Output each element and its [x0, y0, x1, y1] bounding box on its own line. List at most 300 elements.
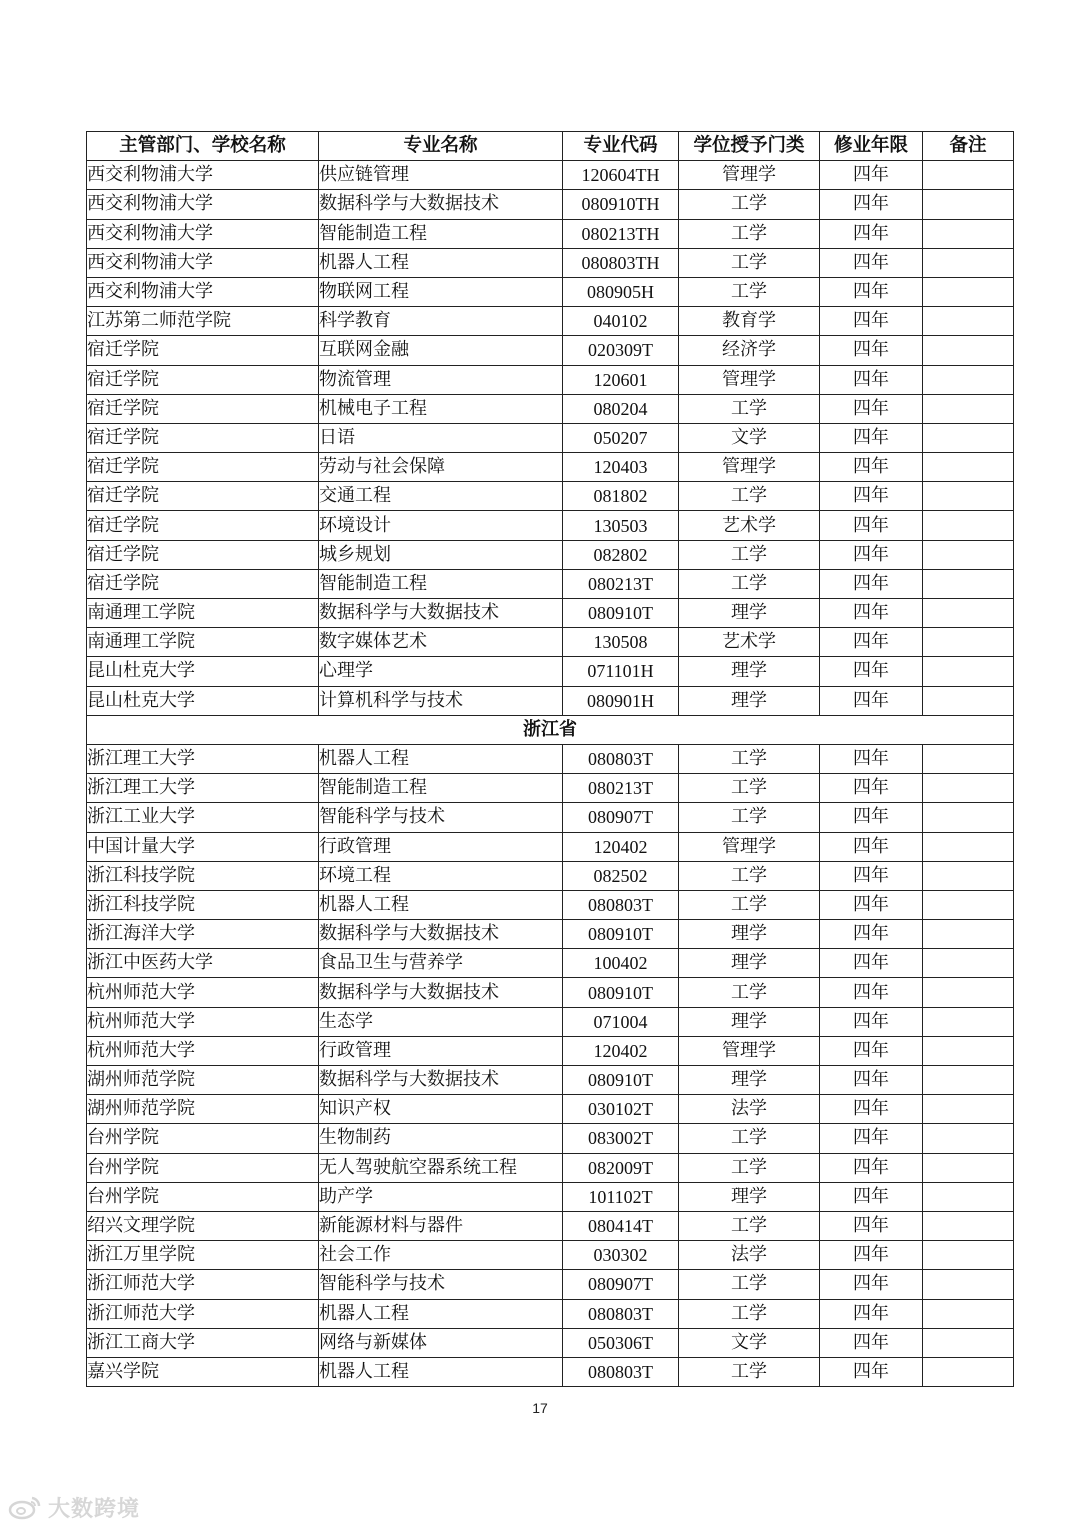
cell-years: 四年 [820, 1066, 923, 1095]
cell-degree: 工学 [679, 394, 820, 423]
cell-major: 食品卫生与营养学 [319, 949, 563, 978]
cell-years: 四年 [820, 511, 923, 540]
cell-school: 浙江科技学院 [87, 861, 319, 890]
cell-note [923, 774, 1014, 803]
cell-major: 日语 [319, 423, 563, 452]
table-body [87, 161, 1014, 1387]
cell-major: 心理学 [319, 657, 563, 686]
table-row [87, 277, 1014, 306]
cell-school: 浙江理工大学 [87, 744, 319, 773]
cell-note [923, 1328, 1014, 1357]
cell-degree: 管理学 [679, 161, 820, 190]
cell-code: 082802 [563, 540, 679, 569]
cell-note [923, 336, 1014, 365]
header-note: 备注 [923, 132, 1014, 161]
cell-degree: 管理学 [679, 365, 820, 394]
cell-code: 130503 [563, 511, 679, 540]
cell-major: 网络与新媒体 [319, 1328, 563, 1357]
cell-code: 120403 [563, 453, 679, 482]
table-row [87, 920, 1014, 949]
cell-years: 四年 [820, 365, 923, 394]
cell-major: 生态学 [319, 1007, 563, 1036]
cell-major: 智能制造工程 [319, 569, 563, 598]
cell-note [923, 1357, 1014, 1386]
cell-note [923, 978, 1014, 1007]
cell-years: 四年 [820, 307, 923, 336]
table-row [87, 482, 1014, 511]
cell-years: 四年 [820, 978, 923, 1007]
cell-code: 080803TH [563, 248, 679, 277]
cell-degree: 工学 [679, 1357, 820, 1386]
cell-major: 劳动与社会保障 [319, 453, 563, 482]
cell-degree: 工学 [679, 277, 820, 306]
cell-school: 浙江工业大学 [87, 803, 319, 832]
cell-major: 机械电子工程 [319, 394, 563, 423]
cell-degree: 工学 [679, 248, 820, 277]
cell-degree: 理学 [679, 686, 820, 715]
cell-school: 浙江师范大学 [87, 1299, 319, 1328]
cell-degree: 管理学 [679, 453, 820, 482]
cell-years: 四年 [820, 657, 923, 686]
cell-years: 四年 [820, 890, 923, 919]
table-row [87, 336, 1014, 365]
cell-major: 数字媒体艺术 [319, 628, 563, 657]
cell-note [923, 307, 1014, 336]
cell-degree: 工学 [679, 219, 820, 248]
cell-code: 080213T [563, 569, 679, 598]
cell-code: 080910T [563, 599, 679, 628]
cell-code: 082502 [563, 861, 679, 890]
table-row [87, 540, 1014, 569]
cell-note [923, 890, 1014, 919]
cell-years: 四年 [820, 190, 923, 219]
cell-degree: 教育学 [679, 307, 820, 336]
table-row [87, 161, 1014, 190]
cell-school: 浙江师范大学 [87, 1270, 319, 1299]
cell-note [923, 1299, 1014, 1328]
cell-school: 西交利物浦大学 [87, 277, 319, 306]
cell-code: 050207 [563, 423, 679, 452]
cell-degree: 文学 [679, 1328, 820, 1357]
cell-code: 120402 [563, 1036, 679, 1065]
cell-major: 助产学 [319, 1182, 563, 1211]
cell-years: 四年 [820, 686, 923, 715]
header-years: 修业年限 [820, 132, 923, 161]
cell-major: 社会工作 [319, 1241, 563, 1270]
cell-code: 040102 [563, 307, 679, 336]
cell-school: 宿迁学院 [87, 511, 319, 540]
cell-major: 行政管理 [319, 832, 563, 861]
cell-degree: 理学 [679, 1007, 820, 1036]
cell-code: 080907T [563, 803, 679, 832]
cell-school: 西交利物浦大学 [87, 190, 319, 219]
table-row [87, 1270, 1014, 1299]
cell-school: 浙江工商大学 [87, 1328, 319, 1357]
cell-degree: 理学 [679, 920, 820, 949]
cell-code: 081802 [563, 482, 679, 511]
cell-school: 浙江万里学院 [87, 1241, 319, 1270]
table-row [87, 307, 1014, 336]
table-row [87, 949, 1014, 978]
cell-major: 环境工程 [319, 861, 563, 890]
table-row [87, 1153, 1014, 1182]
cell-years: 四年 [820, 774, 923, 803]
table-row [87, 423, 1014, 452]
cell-major: 科学教育 [319, 307, 563, 336]
table-row [87, 628, 1014, 657]
cell-note [923, 365, 1014, 394]
cell-major: 数据科学与大数据技术 [319, 920, 563, 949]
cell-code: 030302 [563, 1241, 679, 1270]
cell-years: 四年 [820, 628, 923, 657]
cell-degree: 管理学 [679, 1036, 820, 1065]
cell-years: 四年 [820, 1211, 923, 1240]
cell-major: 环境设计 [319, 511, 563, 540]
table-row [87, 1211, 1014, 1240]
cell-major: 生物制药 [319, 1124, 563, 1153]
cell-years: 四年 [820, 744, 923, 773]
cell-major: 智能科学与技术 [319, 1270, 563, 1299]
cell-major: 数据科学与大数据技术 [319, 190, 563, 219]
cell-degree: 理学 [679, 949, 820, 978]
cell-code: 080803T [563, 744, 679, 773]
table-row [87, 1328, 1014, 1357]
cell-code: 071004 [563, 1007, 679, 1036]
cell-degree: 艺术学 [679, 628, 820, 657]
cell-code: 080910T [563, 1066, 679, 1095]
cell-code: 100402 [563, 949, 679, 978]
cell-degree: 工学 [679, 190, 820, 219]
cell-years: 四年 [820, 949, 923, 978]
cell-degree: 工学 [679, 482, 820, 511]
table-row [87, 1095, 1014, 1124]
cell-note [923, 1241, 1014, 1270]
cell-note [923, 1095, 1014, 1124]
cell-note [923, 1124, 1014, 1153]
cell-degree: 艺术学 [679, 511, 820, 540]
cell-note [923, 920, 1014, 949]
cell-degree: 法学 [679, 1095, 820, 1124]
cell-code: 080803T [563, 890, 679, 919]
cell-code: 080910T [563, 920, 679, 949]
cell-note [923, 1066, 1014, 1095]
cell-years: 四年 [820, 1153, 923, 1182]
cell-code: 080907T [563, 1270, 679, 1299]
cell-major: 物流管理 [319, 365, 563, 394]
cell-major: 机器人工程 [319, 248, 563, 277]
cell-school: 南通理工学院 [87, 599, 319, 628]
cell-years: 四年 [820, 453, 923, 482]
cell-degree: 工学 [679, 861, 820, 890]
table-row [87, 219, 1014, 248]
cell-years: 四年 [820, 1182, 923, 1211]
cell-years: 四年 [820, 336, 923, 365]
cell-major: 机器人工程 [319, 744, 563, 773]
cell-note [923, 219, 1014, 248]
cell-code: 120604TH [563, 161, 679, 190]
cell-degree: 工学 [679, 569, 820, 598]
table-row [87, 861, 1014, 890]
cell-years: 四年 [820, 394, 923, 423]
cell-school: 浙江中医药大学 [87, 949, 319, 978]
cell-note [923, 657, 1014, 686]
table-row [87, 978, 1014, 1007]
cell-note [923, 423, 1014, 452]
section-row [87, 715, 1014, 744]
cell-code: 071101H [563, 657, 679, 686]
cell-note [923, 161, 1014, 190]
cell-code: 080910T [563, 978, 679, 1007]
cell-major: 互联网金融 [319, 336, 563, 365]
cell-major: 数据科学与大数据技术 [319, 978, 563, 1007]
cell-degree: 理学 [679, 599, 820, 628]
cell-school: 宿迁学院 [87, 482, 319, 511]
table-row [87, 394, 1014, 423]
cell-note [923, 599, 1014, 628]
cell-years: 四年 [820, 1095, 923, 1124]
table-row [87, 803, 1014, 832]
cell-degree: 工学 [679, 1299, 820, 1328]
cell-years: 四年 [820, 832, 923, 861]
header-school: 主管部门、学校名称 [87, 132, 319, 161]
cell-code: 082009T [563, 1153, 679, 1182]
cell-note [923, 190, 1014, 219]
header-major: 专业名称 [319, 132, 563, 161]
cell-years: 四年 [820, 219, 923, 248]
cell-note [923, 569, 1014, 598]
cell-years: 四年 [820, 599, 923, 628]
cell-note [923, 1007, 1014, 1036]
cell-major: 交通工程 [319, 482, 563, 511]
cell-note [923, 1153, 1014, 1182]
cell-school: 宿迁学院 [87, 453, 319, 482]
cell-degree: 工学 [679, 744, 820, 773]
cell-code: 101102T [563, 1182, 679, 1211]
cell-years: 四年 [820, 423, 923, 452]
cell-school: 湖州师范学院 [87, 1066, 319, 1095]
cell-note [923, 628, 1014, 657]
cell-degree: 工学 [679, 890, 820, 919]
table-row [87, 511, 1014, 540]
table-row [87, 190, 1014, 219]
cell-major: 知识产权 [319, 1095, 563, 1124]
cell-note [923, 482, 1014, 511]
cell-major: 行政管理 [319, 1036, 563, 1065]
cell-note [923, 1211, 1014, 1240]
watermark-text: 大数跨境 [48, 1496, 141, 1522]
cell-degree: 经济学 [679, 336, 820, 365]
cell-code: 030102T [563, 1095, 679, 1124]
cell-school: 台州学院 [87, 1124, 319, 1153]
cell-major: 机器人工程 [319, 890, 563, 919]
cell-degree: 工学 [679, 803, 820, 832]
cell-years: 四年 [820, 540, 923, 569]
cell-major: 机器人工程 [319, 1357, 563, 1386]
cell-degree: 工学 [679, 1211, 820, 1240]
cell-years: 四年 [820, 161, 923, 190]
table-row [87, 569, 1014, 598]
cell-school: 宿迁学院 [87, 423, 319, 452]
cell-note [923, 744, 1014, 773]
cell-code: 120601 [563, 365, 679, 394]
cell-major: 新能源材料与器件 [319, 1211, 563, 1240]
cell-code: 080803T [563, 1299, 679, 1328]
cell-years: 四年 [820, 1299, 923, 1328]
table-row [87, 686, 1014, 715]
cell-school: 西交利物浦大学 [87, 248, 319, 277]
cell-major: 机器人工程 [319, 1299, 563, 1328]
cell-degree: 文学 [679, 423, 820, 452]
cell-code: 080910TH [563, 190, 679, 219]
cell-note [923, 511, 1014, 540]
table-row [87, 599, 1014, 628]
cell-code: 080204 [563, 394, 679, 423]
cell-note [923, 1036, 1014, 1065]
section-title: 浙江省 [87, 715, 1014, 744]
cell-years: 四年 [820, 1007, 923, 1036]
cell-code: 130508 [563, 628, 679, 657]
header-code: 专业代码 [563, 132, 679, 161]
table-row [87, 1299, 1014, 1328]
cell-note [923, 277, 1014, 306]
cell-school: 南通理工学院 [87, 628, 319, 657]
cell-school: 嘉兴学院 [87, 1357, 319, 1386]
cell-note [923, 832, 1014, 861]
cell-school: 杭州师范大学 [87, 1007, 319, 1036]
cell-school: 台州学院 [87, 1153, 319, 1182]
cell-degree: 工学 [679, 774, 820, 803]
page-number: 17 [532, 1400, 548, 1416]
cell-years: 四年 [820, 1328, 923, 1357]
cell-years: 四年 [820, 803, 923, 832]
cell-school: 绍兴文理学院 [87, 1211, 319, 1240]
cell-code: 120402 [563, 832, 679, 861]
cell-major: 智能制造工程 [319, 774, 563, 803]
table-row [87, 365, 1014, 394]
cell-note [923, 1270, 1014, 1299]
table-row [87, 1241, 1014, 1270]
cell-school: 宿迁学院 [87, 336, 319, 365]
cell-code: 050306T [563, 1328, 679, 1357]
cell-major: 物联网工程 [319, 277, 563, 306]
table-row [87, 453, 1014, 482]
cell-note [923, 453, 1014, 482]
table-row [87, 832, 1014, 861]
cell-major: 计算机科学与技术 [319, 686, 563, 715]
table-row [87, 890, 1014, 919]
cell-years: 四年 [820, 1124, 923, 1153]
cell-code: 080213T [563, 774, 679, 803]
cell-years: 四年 [820, 861, 923, 890]
cell-years: 四年 [820, 1036, 923, 1065]
table-row [87, 1036, 1014, 1065]
cell-school: 浙江理工大学 [87, 774, 319, 803]
table-row [87, 1357, 1014, 1386]
cell-degree: 理学 [679, 1066, 820, 1095]
weibo-logo-icon [8, 1494, 42, 1520]
cell-major: 智能科学与技术 [319, 803, 563, 832]
header-degree: 学位授予门类 [679, 132, 820, 161]
cell-school: 浙江科技学院 [87, 890, 319, 919]
cell-school: 杭州师范大学 [87, 978, 319, 1007]
cell-years: 四年 [820, 482, 923, 511]
cell-degree: 工学 [679, 1270, 820, 1299]
cell-note [923, 248, 1014, 277]
cell-note [923, 686, 1014, 715]
cell-degree: 法学 [679, 1241, 820, 1270]
table-row [87, 1007, 1014, 1036]
cell-major: 城乡规划 [319, 540, 563, 569]
table-row [87, 1182, 1014, 1211]
table-row [87, 1066, 1014, 1095]
cell-code: 020309T [563, 336, 679, 365]
cell-school: 宿迁学院 [87, 569, 319, 598]
cell-years: 四年 [820, 920, 923, 949]
table-row [87, 744, 1014, 773]
cell-note [923, 803, 1014, 832]
majors-table [86, 131, 1014, 1387]
cell-school: 宿迁学院 [87, 540, 319, 569]
cell-years: 四年 [820, 1241, 923, 1270]
cell-years: 四年 [820, 1357, 923, 1386]
cell-years: 四年 [820, 248, 923, 277]
cell-degree: 理学 [679, 1182, 820, 1211]
table-row [87, 248, 1014, 277]
cell-school: 台州学院 [87, 1182, 319, 1211]
cell-school: 中国计量大学 [87, 832, 319, 861]
cell-note [923, 1182, 1014, 1211]
table-row [87, 1124, 1014, 1153]
cell-note [923, 394, 1014, 423]
cell-major: 数据科学与大数据技术 [319, 599, 563, 628]
cell-major: 供应链管理 [319, 161, 563, 190]
cell-school: 浙江海洋大学 [87, 920, 319, 949]
cell-school: 湖州师范学院 [87, 1095, 319, 1124]
table-row [87, 657, 1014, 686]
cell-major: 数据科学与大数据技术 [319, 1066, 563, 1095]
cell-school: 江苏第二师范学院 [87, 307, 319, 336]
cell-degree: 工学 [679, 540, 820, 569]
cell-degree: 工学 [679, 1124, 820, 1153]
cell-degree: 管理学 [679, 832, 820, 861]
cell-note [923, 949, 1014, 978]
cell-school: 宿迁学院 [87, 365, 319, 394]
cell-degree: 工学 [679, 978, 820, 1007]
cell-major: 无人驾驶航空器系统工程 [319, 1153, 563, 1182]
table-header-row [87, 132, 1014, 161]
cell-years: 四年 [820, 1270, 923, 1299]
cell-code: 083002T [563, 1124, 679, 1153]
cell-major: 智能制造工程 [319, 219, 563, 248]
cell-note [923, 540, 1014, 569]
watermark [8, 1492, 140, 1522]
cell-school: 杭州师范大学 [87, 1036, 319, 1065]
cell-school: 宿迁学院 [87, 394, 319, 423]
cell-school: 西交利物浦大学 [87, 219, 319, 248]
cell-school: 昆山杜克大学 [87, 657, 319, 686]
cell-degree: 理学 [679, 657, 820, 686]
cell-school: 西交利物浦大学 [87, 161, 319, 190]
cell-code: 080414T [563, 1211, 679, 1240]
cell-years: 四年 [820, 277, 923, 306]
cell-code: 080905H [563, 277, 679, 306]
cell-code: 080803T [563, 1357, 679, 1386]
cell-years: 四年 [820, 569, 923, 598]
table-row [87, 774, 1014, 803]
cell-note [923, 861, 1014, 890]
cell-code: 080901H [563, 686, 679, 715]
cell-code: 080213TH [563, 219, 679, 248]
